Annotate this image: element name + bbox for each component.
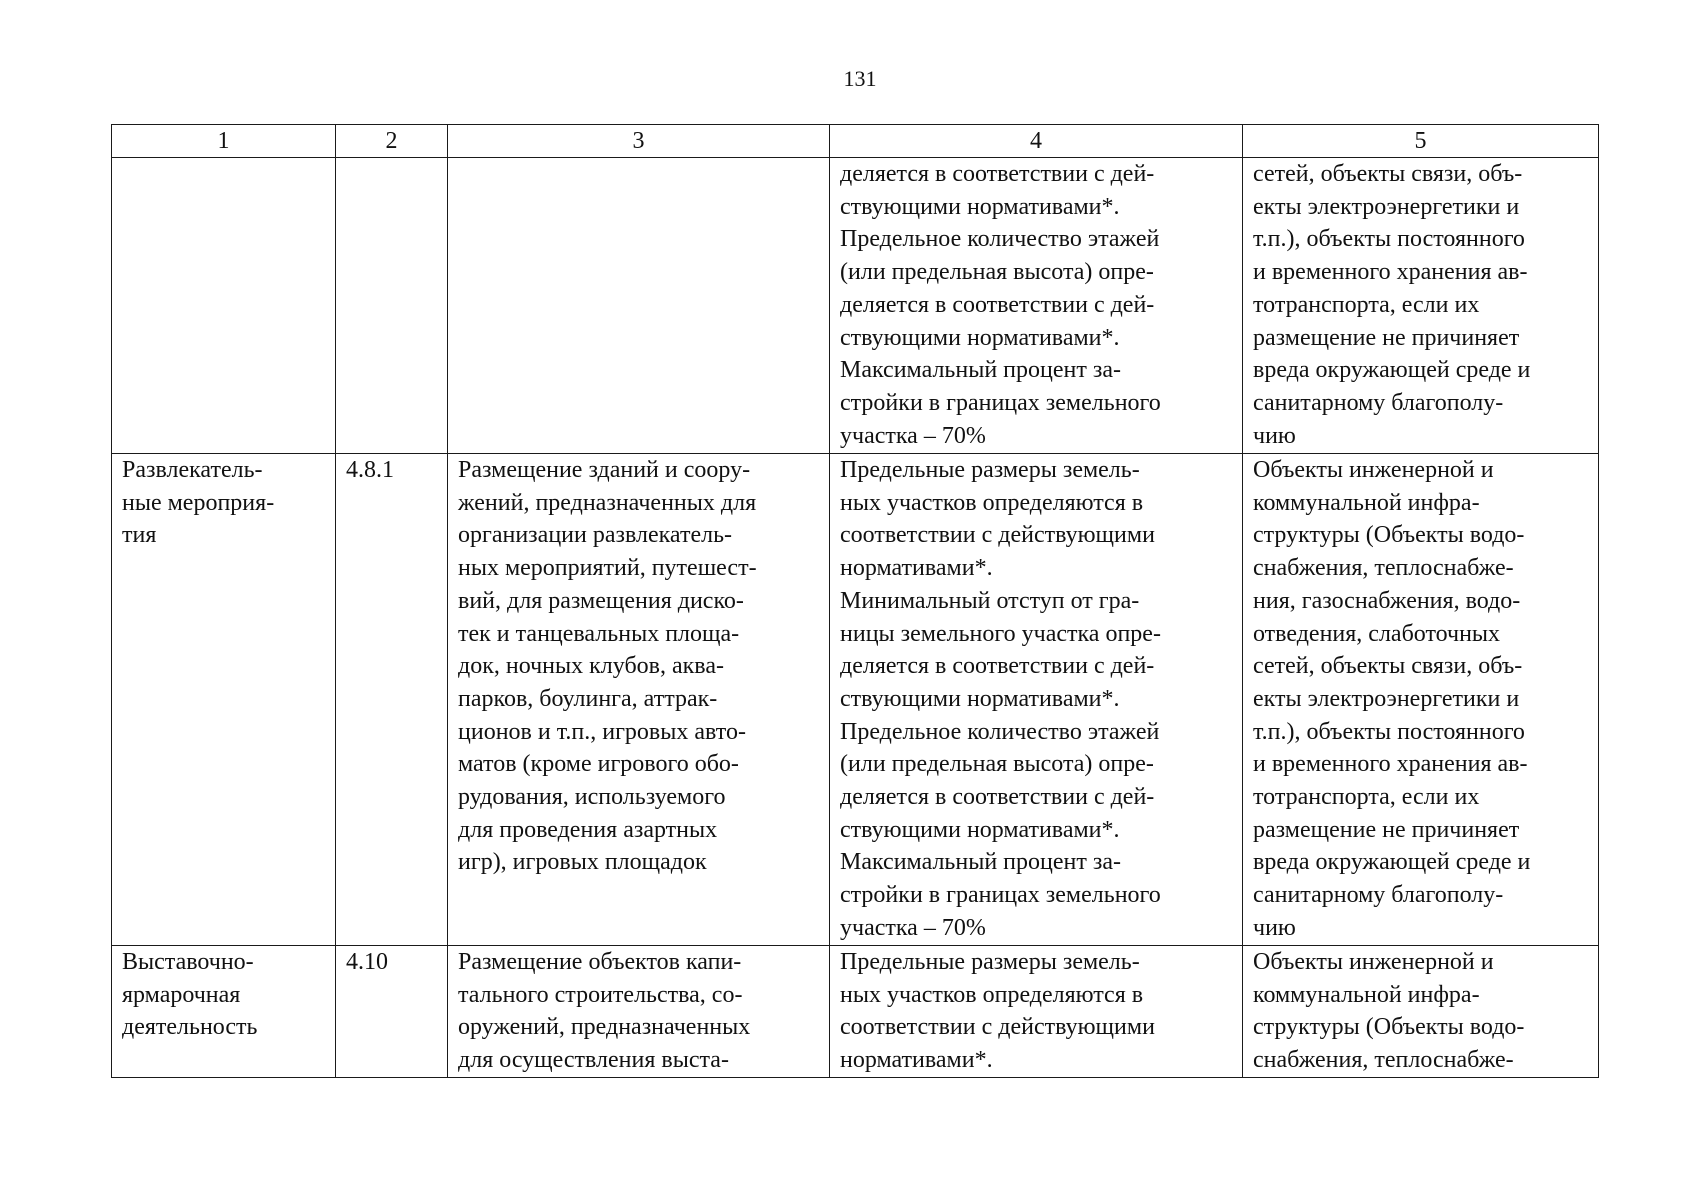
use-type-text: Выставочно- ярмарочная деятельность [122,949,258,1041]
use-type-cell [112,158,336,454]
description-cell [448,158,830,454]
parameters-cell [830,454,1243,946]
parameters-text: Предельные размеры земель- ных участков определяются в соответствии с действующими нормативами*. [840,949,1155,1074]
table-header-row [112,125,1599,158]
auxiliary-uses-cell [1243,946,1599,1078]
code-cell [336,158,448,454]
use-type-text: Развлекатель- ные мероприя- тия [122,457,275,549]
column-header-5: 5 [1243,125,1599,158]
description-cell [448,454,830,946]
use-type-cell [112,946,336,1078]
column-header-4: 4 [830,125,1243,158]
code-text: 4.10 [346,949,388,975]
auxiliary-uses-text: сетей, объекты связи, объ- екты электроэнергетики и т.п.), объекты постоянного и временного хранения ав- тотранспорта, если их размещение не причиняет вреда окружающей среде и санитарному благополу- чию [1253,161,1531,449]
column-header-1: 1 [112,125,336,158]
parameters-text: Предельные размеры земель- ных участков определяются в соответствии с действующими нормативами*. Минимальный отступ от гра- ницы земельного участка опре- деляется в соответствии с дей- ствующими нормативами*. Предельное количество этажей (или предельная высота) опре- деляется в соответствии с дей- ствующими нормативами*. Максимальный процент за- стройки в границах земельного участка – 70% [840,457,1161,941]
auxiliary-uses-cell [1243,158,1599,454]
parameters-cell [830,158,1243,454]
column-header-3: 3 [448,125,830,158]
code-cell [336,946,448,1078]
auxiliary-uses-cell [1243,454,1599,946]
table-row [112,454,1599,946]
parameters-text: деляется в соответствии с дей- ствующими нормативами*. Предельное количество этажей (или предельная высота) опре- деляется в соответствии с дей- ствующими нормативами*. Максимальный процент за- стройки в границах земельного участка – 70% [840,161,1161,449]
code-cell [336,454,448,946]
regulations-table [111,124,1599,1078]
table-row [112,946,1599,1078]
parameters-cell [830,946,1243,1078]
description-cell [448,946,830,1078]
code-text: 4.8.1 [346,457,394,483]
description-text: Размещение зданий и соору- жений, предназначенных для организации развлекатель- ных мероприятий, путешест- вий, для размещения диско- тек и танцевальных площа- док, ночных клубов, аква- парков, боулинга, аттрак- ционов и т.п., игровых авто- матов (кроме игрового обо- рудования, используемого для проведения азартных игр), игровых площадок [458,457,757,876]
auxiliary-uses-text: Объекты инженерной и коммунальной инфра- структуры (Объекты водо- снабжения, теплоснабже- [1253,949,1525,1074]
column-header-2: 2 [336,125,448,158]
table-row [112,158,1599,454]
auxiliary-uses-text: Объекты инженерной и коммунальной инфра- структуры (Объекты водо- снабжения, теплоснабже- ния, газоснабжения, водо- отведения, слаботочных сетей, объекты связи, объ- екты электроэнергетики и т.п.), объекты постоянного и временного хранения ав- тотранспорта, если их размещение не причиняет вреда окружающей среде и санитарному благополу- чию [1253,457,1531,941]
description-text: Размещение объектов капи- тального строительства, со- оружений, предназначенных для осуществления выста- [458,949,751,1074]
page-number: 131 [843,66,877,91]
use-type-cell [112,454,336,946]
